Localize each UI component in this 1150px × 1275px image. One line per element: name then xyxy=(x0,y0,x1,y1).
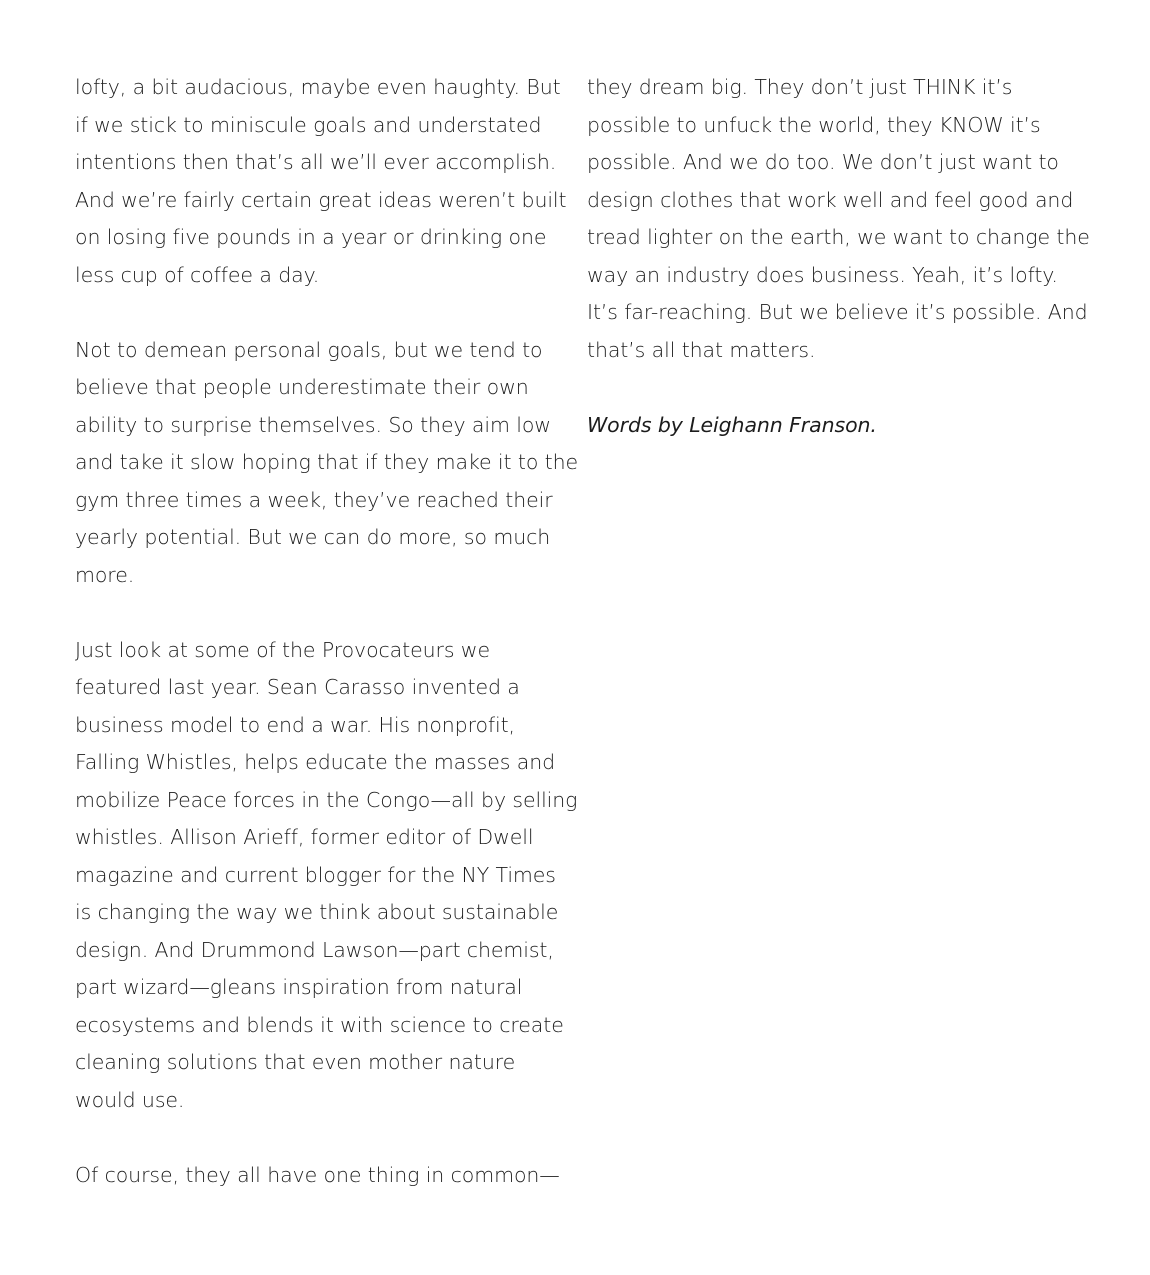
text-line: part wizard—gleans inspiration from natural xyxy=(75,975,523,999)
text-line: gym three times a week, they’ve reached their xyxy=(75,487,553,512)
text-line: and take it slow hoping that if they make it to the xyxy=(75,450,579,474)
paragraph xyxy=(75,1157,567,1195)
text-line: that’s all that matters. xyxy=(587,337,816,362)
text-line: if we stick to miniscule goals and understated xyxy=(75,112,542,137)
author-byline xyxy=(587,407,1079,445)
text-line: design. And Drummond Lawson—part chemist, xyxy=(75,937,554,962)
text-line: ability to surprise themselves. So they aim low xyxy=(75,412,551,437)
text-line: less cup of coffee a day. xyxy=(75,262,320,287)
text-line: magazine and current blogger for the NY Times xyxy=(75,862,556,887)
text-line: on losing five pounds in a year or drinking one xyxy=(75,225,547,249)
text-line: believe that people underestimate their own xyxy=(75,375,529,399)
text-line: Of course, they all have one thing in common— xyxy=(75,1162,560,1187)
text-line: yearly potential. But we can do more, so much xyxy=(75,525,551,549)
text-line: Just look at some of the Provocateurs we xyxy=(75,637,490,662)
paragraph xyxy=(587,69,1090,369)
text-line: whistles. Allison Arieff, former editor of Dwell xyxy=(75,825,534,849)
paragraph xyxy=(75,632,578,1120)
text-line: And we’re fairly certain great ideas weren’t built xyxy=(75,187,567,212)
text-line: is changing the way we think about sustainable xyxy=(75,900,559,924)
text-line: possible to unfuck the world, they KNOW it’s xyxy=(587,112,1041,137)
text-line: Falling Whistles, helps educate the masses and xyxy=(75,750,556,774)
paragraph xyxy=(75,332,579,595)
text-line: possible. And we do too. We don’t just want to xyxy=(587,150,1059,174)
paragraph xyxy=(75,69,567,294)
text-line: mobilize Peace forces in the Congo—all by selling xyxy=(75,787,578,812)
text-line: Not to demean personal goals, but we tend to xyxy=(75,337,543,362)
text-line: ecosystems and blends it with science to create xyxy=(75,1012,564,1037)
text-line: design clothes that work well and feel good and xyxy=(587,187,1074,212)
text-line: lofty, a bit audacious, maybe even haughty. But xyxy=(75,75,561,99)
text-line: intentions then that’s all we’ll ever accomplish. xyxy=(75,150,557,174)
text-line: cleaning solutions that even mother nature xyxy=(75,1050,516,1074)
left-column xyxy=(75,69,579,1232)
text-line: way an industry does business. Yeah, it’s lofty. xyxy=(587,262,1058,287)
text-line: featured last year. Sean Carasso invented a xyxy=(75,675,520,699)
byline-text: Words by Leighann Franson. xyxy=(587,412,877,437)
text-line: It’s far-reaching. But we believe it’s possible. And xyxy=(587,300,1088,324)
text-line: would use. xyxy=(75,1087,185,1112)
right-column xyxy=(587,69,1090,482)
text-line: tread lighter on the earth, we want to change the xyxy=(587,225,1090,249)
text-line: business model to end a war. His nonprofit, xyxy=(75,712,515,737)
text-line: they dream big. They don’t just THINK it’s xyxy=(587,75,1013,99)
text-line: more. xyxy=(75,562,135,587)
